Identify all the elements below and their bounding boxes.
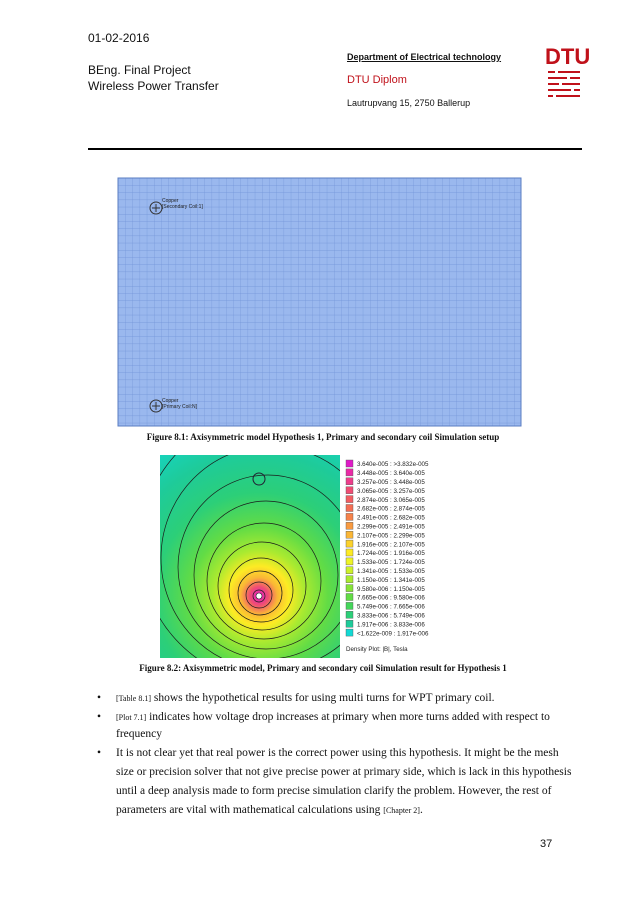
legend-swatch	[346, 531, 353, 538]
legend-title: Density Plot: |B|, Tesla	[346, 646, 408, 653]
legend-swatch	[346, 478, 353, 485]
dtu-logo-text: DTU	[545, 44, 591, 69]
figure1-caption: Figure 8.1: Axisymmetric model Hypothesis 1, Primary and secondary coil Simulation setup	[146, 432, 500, 442]
legend-swatch	[346, 576, 353, 583]
header-topic: Wireless Power Transfer	[88, 79, 219, 93]
legend-label: 9.580e-006 : 1.150e-005	[357, 585, 425, 593]
page-number: 37	[540, 838, 553, 850]
figure2-caption: Figure 8.2: Axisymmetric model, Primary and secondary coil Simulation result for Hypothesis 1	[139, 663, 507, 673]
header-date: 01-02-2016	[88, 31, 150, 45]
legend-swatch	[346, 496, 353, 503]
primary-coil	[256, 593, 262, 599]
bullet-icon: •	[97, 711, 102, 723]
legend-label: 7.665e-006 : 9.580e-006	[357, 594, 425, 602]
legend-label: 3.640e-005 : >3.832e-005	[357, 461, 429, 469]
figure-density-plot	[160, 455, 478, 658]
legend-swatch	[346, 549, 353, 556]
bullet-text-1: shows the hypothetical results for using multi turns for WPT primary coil.	[150, 692, 495, 704]
legend-swatch	[346, 540, 353, 547]
legend-swatch	[346, 487, 353, 494]
header-department: Department of Electrical technology	[347, 52, 502, 62]
table-ref: [Table 8.1]	[116, 694, 151, 703]
bullet-list	[95, 690, 575, 822]
legend-swatch	[346, 567, 353, 574]
legend-swatch	[346, 611, 353, 618]
legend-swatch	[346, 585, 353, 592]
legend-label: 2.874e-005 : 3.065e-005	[357, 496, 425, 504]
bullet-icon: •	[97, 747, 102, 759]
legend-swatch	[346, 513, 353, 520]
bullet-item-1	[95, 690, 575, 707]
bullet-text-2: indicates how voltage drop increases at primary when more turns added with respect to frequency	[116, 711, 550, 740]
bullet-item-3	[95, 744, 575, 820]
secondary-coil-label-2: [Secondary Coil:1]	[162, 204, 203, 210]
bullet-icon: •	[97, 692, 102, 704]
header-middle	[347, 52, 501, 108]
header-project: BEng. Final Project	[88, 63, 191, 77]
dtu-logo	[545, 40, 591, 104]
bullet-text-3: It is not clear yet that real power is the correct power using this hypothesis. It might be the mesh size or precision solver that not give precise power at primary side, which is lack in this hypothesis until a deep analysis made to form precise simulation clarify the problem. However, the rest of parameters are vital with mathematical calculations using	[116, 747, 572, 816]
legend-label: 1.150e-005 : 1.341e-005	[357, 576, 425, 584]
legend-label: 1.533e-005 : 1.724e-005	[357, 559, 425, 567]
legend-swatch	[346, 620, 353, 627]
legend-swatch	[346, 505, 353, 512]
legend-swatch	[346, 558, 353, 565]
figure-mesh-setup	[118, 178, 521, 426]
legend-label: 2.299e-005 : 2.491e-005	[357, 523, 425, 531]
chapter-ref: [Chapter 2]	[383, 806, 420, 815]
legend-label: 3.833e-006 : 5.749e-006	[357, 612, 425, 620]
header-address: Lautrupvang 15, 2750 Ballerup	[347, 98, 471, 108]
legend-label: 3.448e-005 : 3.640e-005	[357, 470, 425, 478]
legend-label: 1.341e-005 : 1.533e-005	[357, 568, 425, 575]
header-left	[88, 30, 219, 94]
bullet-tail-3: .	[419, 804, 423, 816]
header-divider	[88, 148, 582, 150]
legend-label: 1.724e-005 : 1.916e-005	[357, 550, 425, 558]
legend-label: 5.749e-006 : 7.665e-006	[357, 603, 425, 611]
primary-coil-label-2: [Primary Coil:N]	[162, 404, 198, 410]
legend-label: 1.917e-006 : 3.833e-006	[357, 621, 425, 629]
legend-swatch	[346, 460, 353, 467]
primary-coil-label-1: Copper	[162, 398, 179, 404]
legend-label: 2.107e-005 : 2.299e-005	[357, 532, 425, 540]
legend-swatch	[346, 594, 353, 601]
plot-ref: [Plot 7.1]	[116, 713, 147, 722]
legend-swatch	[346, 522, 353, 529]
legend-label: 2.491e-005 : 2.682e-005	[357, 514, 425, 522]
legend-label: 3.065e-005 : 3.257e-005	[357, 487, 425, 495]
legend-label: 1.916e-005 : 2.107e-005	[357, 541, 425, 549]
header-diploma: DTU Diplom	[347, 74, 407, 86]
legend-label: <1.622e-009 : 1.917e-006	[357, 630, 429, 638]
secondary-coil-label-1: Copper	[162, 198, 179, 204]
legend-label: 2.682e-005 : 2.874e-005	[357, 505, 425, 513]
legend-swatch	[346, 629, 353, 636]
legend-swatch	[346, 602, 353, 609]
legend-swatch	[346, 469, 353, 476]
legend-label: 3.257e-005 : 3.448e-005	[357, 479, 425, 486]
bullet-item-2	[95, 709, 575, 742]
